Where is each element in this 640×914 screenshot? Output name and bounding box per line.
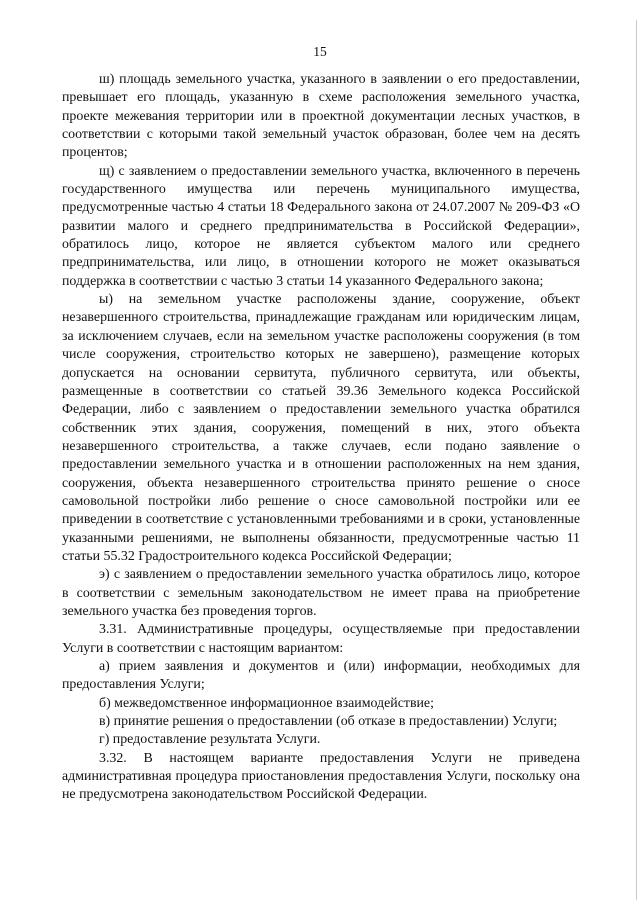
paragraph-3-31: 3.31. Административные процедуры, осуществляемые при предоставлении Услуги в соответствии с настоящим вариантом:: [62, 622, 580, 656]
paragraph-v: в) принятие решения о предоставлении (об отказе в предоставлении) Услуги;: [99, 714, 558, 730]
page-number: 15: [313, 44, 327, 59]
document-body: [62, 71, 580, 805]
paragraph-sh: ш) площадь земельного участка, указанного в заявлении о его предоставлении, превышает его площадь, указанную в схеме расположения земельного участка, проекте межевания территории или в проектной документации лесных участков, в соответствии с которыми такой земельный участок образован, более чем на десять процентов;: [62, 72, 580, 161]
paragraph-y: ы) на земельном участке расположены здание, сооружение, объект незавершенного строительства, принадлежащие гражданам или юридическим лицам, за исключением случаев, если на земельном участке расположены сооружения (в том числе сооружения, строительство которых не завершено), размещение которых допускается на основании сервитута, публичного сервитута, или объекты, размещенные в соответствии со статьей 39.36 Земельного кодекса Российской Федерации, либо с заявлением о предоставлении земельного участка обратился собственник этих здания, сооружения, помещений в них, этого объекта незавершенного строительства, а также случаев, если подано заявление о предоставлении земельного участка и в отношении расположенных на нем здания, сооружения, объекта незавершенного строительства принято решение о сносе самовольной постройки либо решение о сносе самовольной постройки или ее приведении в соответствие с установленными требованиями и в сроки, установленные указанными решениями, не выполнены обязанности, предусмотренные частью 11 статьи 55.32 Градостроительного кодекса Российской Федерации;: [62, 292, 580, 564]
scan-edge-line: [636, 20, 637, 900]
paragraph-a: а) прием заявления и документов и (или) информации, необходимых для предоставления Услуги;: [62, 659, 580, 693]
paragraph-3-32: 3.32. В настоящем варианте предоставления Услуги не приведена административная процедура приостановления предоставления Услуги, поскольку она не предусмотрена законодательством Российской Федерации.: [62, 750, 580, 803]
paragraph-b: б) межведомственное информационное взаимодействие;: [99, 695, 434, 711]
paragraph-e: э) с заявлением о предоставлении земельного участка обратилось лицо, которое в соответствии с земельным законодательством не имеет права на приобретение земельного участка без проведения торгов.: [62, 567, 580, 619]
paragraph-g: г) предоставление результата Услуги.: [99, 732, 321, 748]
paragraph-shch: щ) с заявлением о предоставлении земельного участка, включенного в перечень государственного имущества или перечень муниципального имущества, предусмотренные частью 4 статьи 18 Федерального закона от 24.07.2007 № 209-ФЗ «О развитии малого и среднего предпринимательства в Российской Федерации», обратилось лицо, которое не является субъектом малого или среднего предпринимательства, или лицо, в отношении которого не может оказываться поддержка в соответствии с частью 3 статьи 14 указанного Федерального закона;: [62, 163, 580, 289]
